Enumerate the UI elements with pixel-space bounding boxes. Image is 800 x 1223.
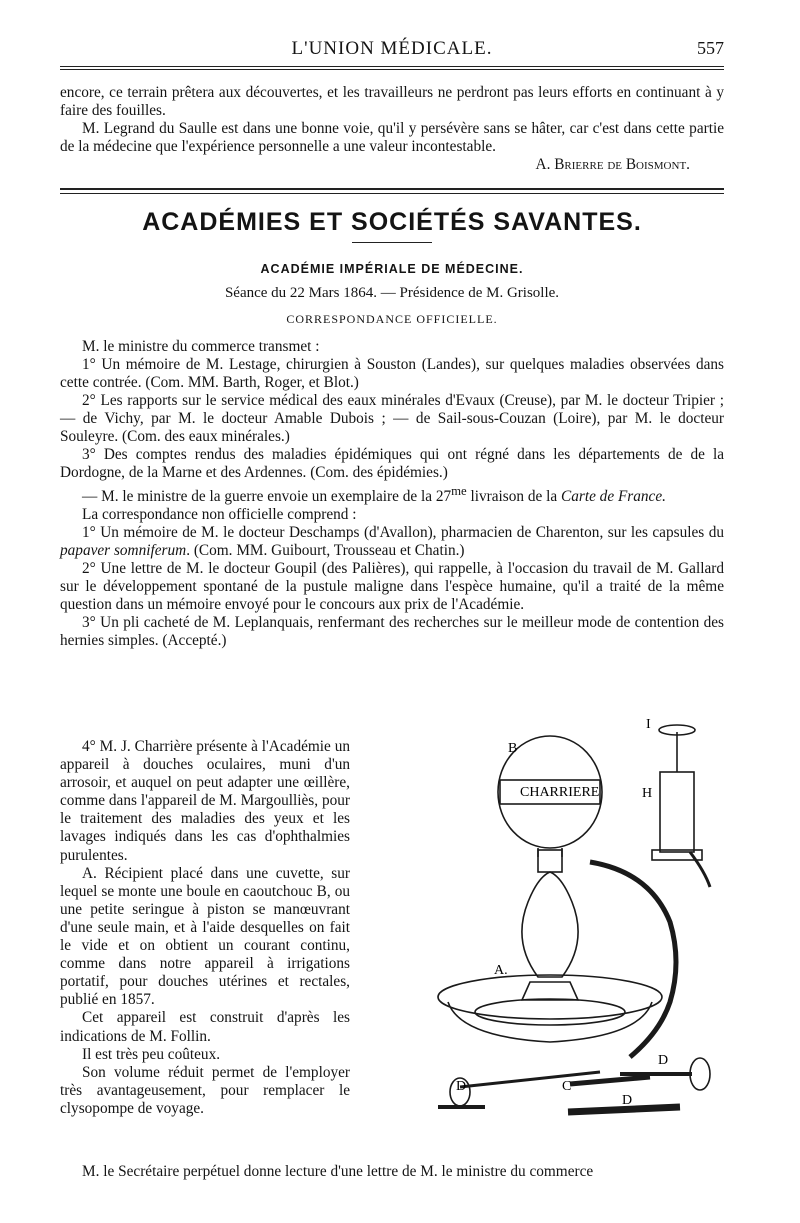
text-span: . (Com. MM. Guibourt, Trousseau et Chatin.) bbox=[186, 542, 465, 560]
sprinkler-head bbox=[690, 1058, 710, 1090]
paragraph: Son volume réduit permet de l'employer très avantageusement, pour remplacer le clysopompe de voyage. bbox=[60, 1063, 350, 1117]
label-D-left: D bbox=[456, 1079, 467, 1094]
superscript: me bbox=[451, 484, 467, 498]
header-rule bbox=[60, 66, 724, 67]
basin-inner bbox=[475, 999, 625, 1025]
paragraph: 3° Un pli cacheté de M. Leplanquais, renfermant des recherches sur le meilleur mode de contention des hernies simples. (Accepté.) bbox=[60, 614, 724, 650]
paragraph: 1° Un mémoire de M. Lestage, chirurgien à Souston (Landes), sur quelques maladies observées dans cette contrée. (Com. MM. Barth, Roger, et Blot.) bbox=[60, 356, 724, 391]
label-B: B bbox=[508, 741, 518, 756]
paragraph: M. le ministre du commerce transmet : bbox=[82, 338, 320, 355]
paragraph: 4° M. J. Charrière présente à l'Académie un appareil à douches oculaires, muni d'un arrosoir, et auquel on peut adapter une œillère, comme dans l'appareil de M. Margoulliès, pour le traitement des maladies des yeux et les lavages indiqués dans les cas d'ophthalmies purulentes. bbox=[60, 738, 350, 864]
text-span: livraison de la bbox=[466, 488, 562, 506]
session-line: Séance du 22 Mars 1864. — Présidence de M. Grisolle. bbox=[224, 285, 560, 301]
paragraph: 2° Une lettre de M. le docteur Goupil (des Palières), qui rappelle, à l'occasion du travail de M. Gallard sur le développement spontané de la pustule maligne dans l'espèce humaine, qu'il a traité de la même question dans un mémoire envoyé pour le concours aux prix de l'Académie. bbox=[60, 560, 724, 614]
receiver bbox=[522, 872, 578, 977]
syringe-nozzle bbox=[690, 852, 710, 887]
label-C: C bbox=[562, 1079, 572, 1094]
paragraph-war-ministry bbox=[60, 482, 724, 506]
label-A: A. bbox=[494, 963, 508, 978]
correspondence-heading: CORRESPONDANCE OFFICIELLE. bbox=[286, 312, 498, 326]
header-rule-2 bbox=[60, 69, 724, 70]
footer-line: M. le Secrétaire perpétuel donne lecture d'une lettre de M. le ministre du commerce bbox=[82, 1163, 594, 1180]
signature: A. Brierre de Boismont. bbox=[535, 156, 690, 173]
section-rule-top bbox=[60, 188, 724, 190]
left-column bbox=[60, 738, 350, 1118]
page-number: 557 bbox=[697, 38, 724, 58]
species-name: papaver somniferum bbox=[60, 542, 187, 560]
text-span: — M. le ministre de la guerre envoie un exemplaire de la 27 bbox=[82, 488, 452, 506]
receiver-base bbox=[522, 982, 578, 1000]
apparatus-engraving bbox=[420, 712, 725, 1132]
correspondence-block bbox=[60, 338, 724, 650]
title-underline bbox=[352, 242, 432, 243]
paragraph: Il est très peu coûteux. bbox=[82, 1045, 221, 1063]
label-D-right: D bbox=[658, 1053, 669, 1068]
map-title: Carte de France. bbox=[561, 488, 666, 506]
syringe-barrel bbox=[660, 772, 694, 852]
running-head bbox=[60, 36, 724, 62]
label-D-bottom: D bbox=[622, 1093, 633, 1108]
intro-block bbox=[60, 84, 724, 174]
label-I: I bbox=[646, 717, 651, 732]
paragraph: 2° Les rapports sur le service médical des eaux minérales d'Evaux (Creuse), par M. le docteur Tripier ; — de Vichy, par M. le docteur Amable Dubois ; — de Sail-sous-Couzan (Loire), par M. le docteur Souleyre. (Com. des eaux minérales.) bbox=[60, 392, 724, 445]
paragraph: A. Récipient placé dans une cuvette, sur lequel se monte une boule en caoutchouc B, ou une petite seringue à piston se manœuvrant d'une seule main, et à l'aide desquelles on fait le vide et on obtient un courant continu, comme dans notre appareil à irrigations portatif, pour douches utérines et rectales, publié en 1857. bbox=[60, 864, 350, 1009]
paragraph: Cet appareil est construit d'après les indications de M. Follin. bbox=[60, 1009, 350, 1045]
apparatus-drawing bbox=[420, 712, 725, 1132]
intro-paragraph-1: encore, ce terrain prêtera aux découvertes, et les travailleurs ne perdront pas leurs efforts en continuant à y faire des fouilles. bbox=[60, 84, 724, 119]
journal-title: L'UNION MÉDICALE. bbox=[291, 38, 493, 59]
section-title: ACADÉMIES ET SOCIÉTÉS SAVANTES. bbox=[142, 208, 642, 236]
paragraph: La correspondance non officielle comprend : bbox=[82, 506, 357, 524]
rubber-tube bbox=[590, 862, 676, 1057]
academy-subtitle: ACADÉMIE IMPÉRIALE DE MÉDECINE. bbox=[260, 262, 524, 276]
label-H: H bbox=[642, 786, 653, 801]
text-span: 1° Un mémoire de M. le docteur Deschamps (d'Avallon), pharmacien de Charenton, sur les capsules du bbox=[82, 524, 724, 542]
receiver-neck bbox=[538, 850, 562, 872]
paragraph: 3° Des comptes rendus des maladies épidémiques qui ont régné dans les départements de de la Dordogne, de la Marne et des Ardennes. (Com. des épidémies.) bbox=[60, 446, 724, 481]
section-rule-bottom bbox=[60, 193, 724, 194]
bulb-text-CHARRIERE: CHARRIERE bbox=[520, 785, 600, 800]
intro-paragraph-2: M. Legrand du Saulle est dans une bonne voie, qu'il y persévère sans se hâter, car c'est dans cette partie de la médecine que l'expérience personnelle a une valeur incontestable. bbox=[60, 120, 724, 155]
cannula-C bbox=[570, 1077, 650, 1084]
paragraph-deschamps bbox=[60, 524, 724, 560]
